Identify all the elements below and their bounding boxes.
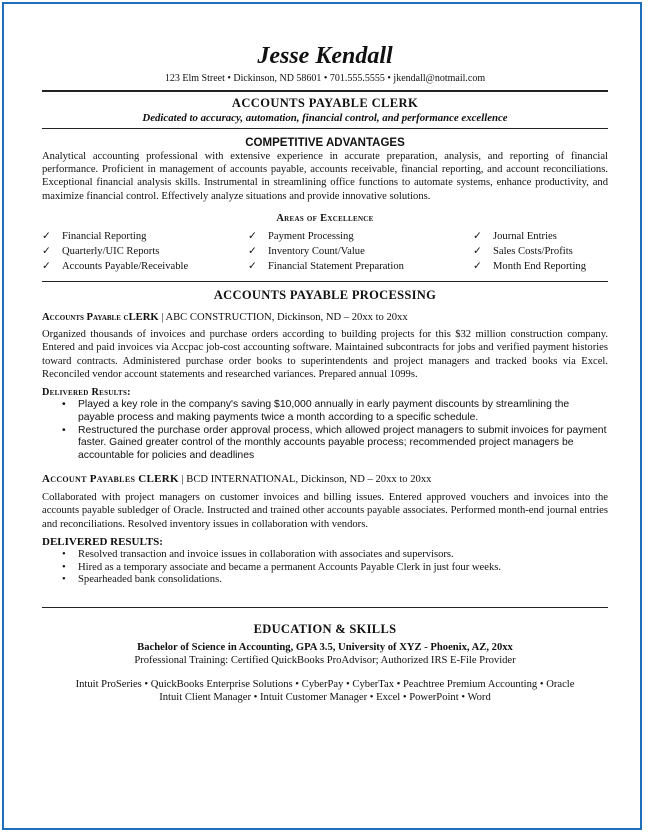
job-2-title bbox=[42, 473, 608, 486]
job-2-results-label: DELIVERED RESULTS: bbox=[42, 535, 163, 548]
advantages-summary: Analytical accounting professional with extensive experience in accurate preparation, analysis, and reporting of financial performance. Proficient in management of accounts payable, accounts receivable, financial reporting, and account reconciliations. Exceptional financial analysis skills. Instrumental in streamlining office functions to automate systems, enhance productivity, and maximize financial control. Effectively analyze situations and provide innovative solutions. bbox=[42, 151, 608, 202]
job-1-results-label: Delivered Results: bbox=[42, 387, 131, 399]
section-divider bbox=[42, 607, 608, 608]
degree: Bachelor of Science in Accounting, GPA 3.5, University of XYZ - Phoenix, AZ, 20xx bbox=[137, 642, 513, 654]
checkmark-icon: ✓ bbox=[248, 261, 257, 273]
checkmark-icon: ✓ bbox=[473, 261, 482, 273]
bullet-icon: • bbox=[62, 561, 66, 573]
section-divider bbox=[42, 281, 608, 282]
job-2-description: Collaborated with project managers on customer invoices and billing issues. Entered approved vouchers and invoices into the accounts payable subledger of Oracle. Instructed and trained other accounts payable associates. Performed month-end journal entries and reconciliations. Resolved inventory issues in collaboration with vendors. bbox=[42, 492, 608, 530]
checkmark-icon: ✓ bbox=[42, 231, 51, 243]
resume-header bbox=[42, 42, 608, 86]
bullet-icon: • bbox=[62, 424, 66, 436]
excellence-item: ✓ Financial Statement Preparation bbox=[248, 261, 404, 273]
job-1-description: Organized thousands of invoices and purchase orders according to building projects for this $32 million construction company. Entered and paid invoices via Accpac job-cost accounting software. Maintained subcontracts for jobs and verified payment histories toward contracts. Administered purchase order books to superintendents and project managers and tracked books via Excel. Reconciled vendor account statements and researched variances. Prepared annual 1099s. bbox=[42, 329, 608, 380]
training: Professional Training: Certified QuickBooks ProAdvisor; Authorized IRS E-File Provider bbox=[134, 655, 516, 667]
checkmark-icon: ✓ bbox=[42, 246, 51, 258]
list-item: • Resolved transaction and invoice issues in collaboration with associates and supervisors. bbox=[62, 548, 454, 560]
excellence-item: ✓ Quarterly/UIC Reports bbox=[42, 246, 160, 258]
excellence-item: ✓ Sales Costs/Profits bbox=[473, 246, 573, 258]
excellence-item: ✓ Month End Reporting bbox=[473, 261, 586, 273]
excellence-item: ✓ Financial Reporting bbox=[42, 231, 147, 243]
resume-document bbox=[42, 42, 608, 704]
list-item: • Hired as a temporary associate and became a permanent Accounts Payable Clerk in just four weeks. bbox=[62, 561, 502, 573]
tagline: Dedicated to accuracy, automation, financial control, and performance excellence bbox=[142, 112, 508, 124]
excellence-column-2 bbox=[248, 229, 404, 274]
target-role: ACCOUNTS PAYABLE CLERK bbox=[231, 96, 419, 110]
advantages-heading: COMPETITIVE ADVANTAGES bbox=[245, 137, 405, 149]
job-1-title bbox=[42, 311, 608, 324]
skills-line-1: Intuit ProSeries • QuickBooks Enterprise Solutions • CyberPay • CyberTax • Peachtree Premium Accounting • Oracle bbox=[75, 678, 575, 690]
job-1-position: Accounts Payable cLERK bbox=[42, 312, 159, 324]
job-2-company: | BCD INTERNATIONAL, Dickinson, ND – 20xx to 20xx bbox=[178, 474, 432, 486]
tagline-divider bbox=[42, 128, 608, 129]
contact-line: 123 Elm Street • Dickinson, ND 58601 • 701.555.5555 • jkendall@notmail.com bbox=[164, 73, 486, 84]
checkmark-icon: ✓ bbox=[473, 231, 482, 243]
excellence-grid bbox=[42, 229, 608, 275]
processing-heading: ACCOUNTS PAYABLE PROCESSING bbox=[213, 288, 437, 303]
excellence-item: ✓ Payment Processing bbox=[248, 231, 354, 243]
bullet-icon: • bbox=[62, 399, 66, 411]
excellence-column-1 bbox=[42, 229, 188, 274]
checkmark-icon: ✓ bbox=[473, 246, 482, 258]
bullet-icon: • bbox=[62, 548, 66, 560]
job-1-company: | ABC CONSTRUCTION, Dickinson, ND – 20xx to 20xx bbox=[158, 312, 408, 324]
excellence-heading: Areas of Excellence bbox=[276, 212, 374, 224]
excellence-item: ✓ Accounts Payable/Receivable bbox=[42, 261, 189, 273]
list-item: • Spearheaded bank consolidations. bbox=[62, 574, 222, 586]
excellence-item: ✓ Journal Entries bbox=[473, 231, 557, 243]
job-2-position: Account Payables CLERK bbox=[42, 473, 179, 486]
header-divider bbox=[42, 90, 608, 92]
checkmark-icon: ✓ bbox=[42, 261, 51, 273]
job-2-results bbox=[42, 549, 608, 587]
bullet-icon: • bbox=[62, 574, 66, 586]
excellence-column-3 bbox=[473, 229, 586, 274]
list-item: • Played a key role in the company's saving $10,000 annually in early payment discounts by streamlining the payable process and making payments twice a month according to a specific schedule. bbox=[62, 399, 570, 423]
education-heading: EDUCATION & SKILLS bbox=[253, 622, 397, 637]
candidate-name: Jesse Kendall bbox=[257, 43, 393, 69]
excellence-item: ✓ Inventory Count/Value bbox=[248, 246, 365, 258]
list-item: • Restructured the purchase order approval process, which allowed project managers to submit invoices for payment faster. Gained greater control of the monthly accounts payable process; recommended project managers be accountable for policies and deadlines bbox=[62, 424, 607, 462]
checkmark-icon: ✓ bbox=[248, 246, 257, 258]
skills-line-2: Intuit Client Manager • Intuit Customer Manager • Excel • PowerPoint • Word bbox=[159, 691, 491, 703]
checkmark-icon: ✓ bbox=[248, 231, 257, 243]
job-1-results bbox=[42, 399, 608, 463]
